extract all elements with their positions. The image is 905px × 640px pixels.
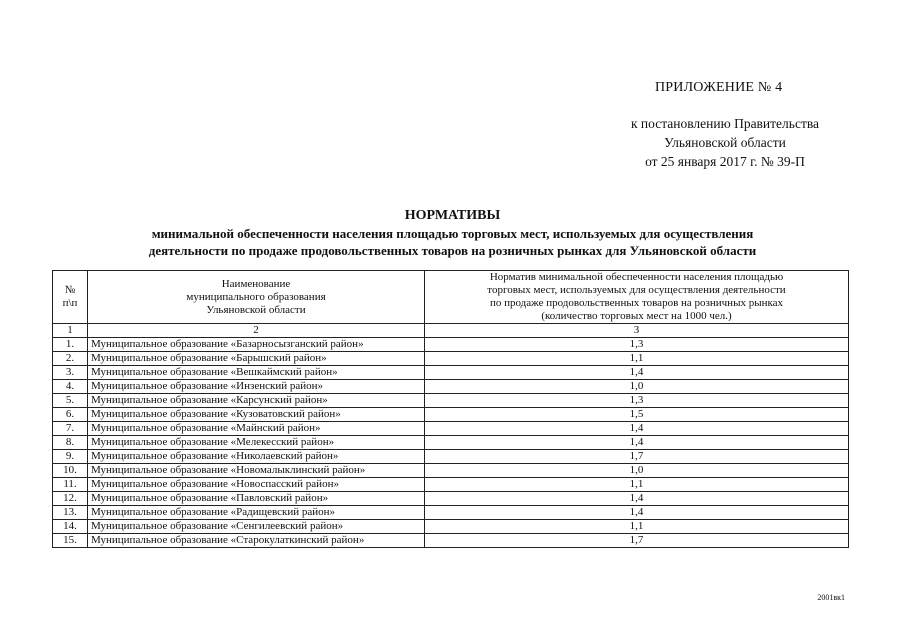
- row-number: 14.: [53, 520, 88, 534]
- norms-table: [52, 270, 849, 548]
- table-row: [53, 506, 849, 520]
- table-row: [53, 492, 849, 506]
- municipality-name: Муниципальное образование «Радищевский район»: [88, 506, 425, 520]
- municipality-name: Муниципальное образование «Новомалыклинский район»: [88, 464, 425, 478]
- subtitle-line: деятельности по продаже продовольственных товаров на розничных рынках для Ульяновской области: [148, 243, 757, 258]
- table-row: [53, 464, 849, 478]
- table-row: [53, 520, 849, 534]
- decree-line: от 25 января 2017 г. № 39-П: [645, 154, 805, 169]
- decree-line: к постановлению Правительства: [630, 116, 820, 131]
- column-number: 3: [425, 324, 849, 338]
- table-row: [53, 478, 849, 492]
- decree-line: Ульяновской области: [664, 135, 786, 150]
- municipality-name: Муниципальное образование «Мелекесский район»: [88, 436, 425, 450]
- norm-value: 1,0: [425, 380, 849, 394]
- norm-value: 1,7: [425, 534, 849, 548]
- municipality-name: Муниципальное образование «Сенгилеевский район»: [88, 520, 425, 534]
- document-subtitle: [60, 225, 845, 259]
- header-municipality: Наименование муниципального образования Ульяновской области: [88, 271, 425, 324]
- norm-value: 1,0: [425, 464, 849, 478]
- column-number: 1: [53, 324, 88, 338]
- row-number: 6.: [53, 408, 88, 422]
- norm-value: 1,4: [425, 506, 849, 520]
- table-body: [53, 338, 849, 548]
- footer-code: 2001вк1: [817, 593, 845, 602]
- municipality-name: Муниципальное образование «Барышский район»: [88, 352, 425, 366]
- row-number: 12.: [53, 492, 88, 506]
- row-number: 4.: [53, 380, 88, 394]
- document-title: НОРМАТИВЫ: [404, 208, 501, 223]
- norm-value: 1,1: [425, 478, 849, 492]
- table-row: [53, 366, 849, 380]
- row-number: 10.: [53, 464, 88, 478]
- row-number: 15.: [53, 534, 88, 548]
- row-number: 3.: [53, 366, 88, 380]
- row-number: 5.: [53, 394, 88, 408]
- table-row: [53, 338, 849, 352]
- column-number-row: [53, 324, 849, 338]
- row-number: 7.: [53, 422, 88, 436]
- table-row: [53, 534, 849, 548]
- norm-value: 1,5: [425, 408, 849, 422]
- table-row: [53, 422, 849, 436]
- header-number: № п\п: [53, 271, 88, 324]
- subtitle-line: минимальной обеспеченности населения площадью торговых мест, используемых для осуществления: [151, 226, 754, 241]
- norm-value: 1,7: [425, 450, 849, 464]
- appendix-title: ПРИЛОЖЕНИЕ № 4: [655, 80, 783, 95]
- row-number: 1.: [53, 338, 88, 352]
- norm-value: 1,4: [425, 492, 849, 506]
- municipality-name: Муниципальное образование «Павловский район»: [88, 492, 425, 506]
- norm-value: 1,3: [425, 338, 849, 352]
- row-number: 11.: [53, 478, 88, 492]
- municipality-name: Муниципальное образование «Николаевский район»: [88, 450, 425, 464]
- municipality-name: Муниципальное образование «Вешкаймский район»: [88, 366, 425, 380]
- row-number: 8.: [53, 436, 88, 450]
- table-row: [53, 436, 849, 450]
- table-header-row: [53, 271, 849, 324]
- table-row: [53, 380, 849, 394]
- municipality-name: Муниципальное образование «Инзенский район»: [88, 380, 425, 394]
- municipality-name: Муниципальное образование «Базарносызганский район»: [88, 338, 425, 352]
- municipality-name: Муниципальное образование «Карсунский район»: [88, 394, 425, 408]
- norm-value: 1,1: [425, 352, 849, 366]
- municipality-name: Муниципальное образование «Старокулаткинский район»: [88, 534, 425, 548]
- header-norm: Норматив минимальной обеспеченности населения площадью торговых мест, используемых для осуществления деятельности по продаже продовольственных товаров на розничных рынках (количество торговых мест на 1000 чел.): [425, 271, 849, 324]
- row-number: 2.: [53, 352, 88, 366]
- norm-value: 1,3: [425, 394, 849, 408]
- decree-reference: [600, 114, 850, 171]
- row-number: 9.: [53, 450, 88, 464]
- column-number: 2: [88, 324, 425, 338]
- norm-value: 1,1: [425, 520, 849, 534]
- table-row: [53, 352, 849, 366]
- norm-value: 1,4: [425, 422, 849, 436]
- norm-value: 1,4: [425, 366, 849, 380]
- municipality-name: Муниципальное образование «Майнский район»: [88, 422, 425, 436]
- municipality-name: Муниципальное образование «Кузоватовский район»: [88, 408, 425, 422]
- municipality-name: Муниципальное образование «Новоспасский район»: [88, 478, 425, 492]
- table-row: [53, 450, 849, 464]
- norm-value: 1,4: [425, 436, 849, 450]
- row-number: 13.: [53, 506, 88, 520]
- table-row: [53, 394, 849, 408]
- table-row: [53, 408, 849, 422]
